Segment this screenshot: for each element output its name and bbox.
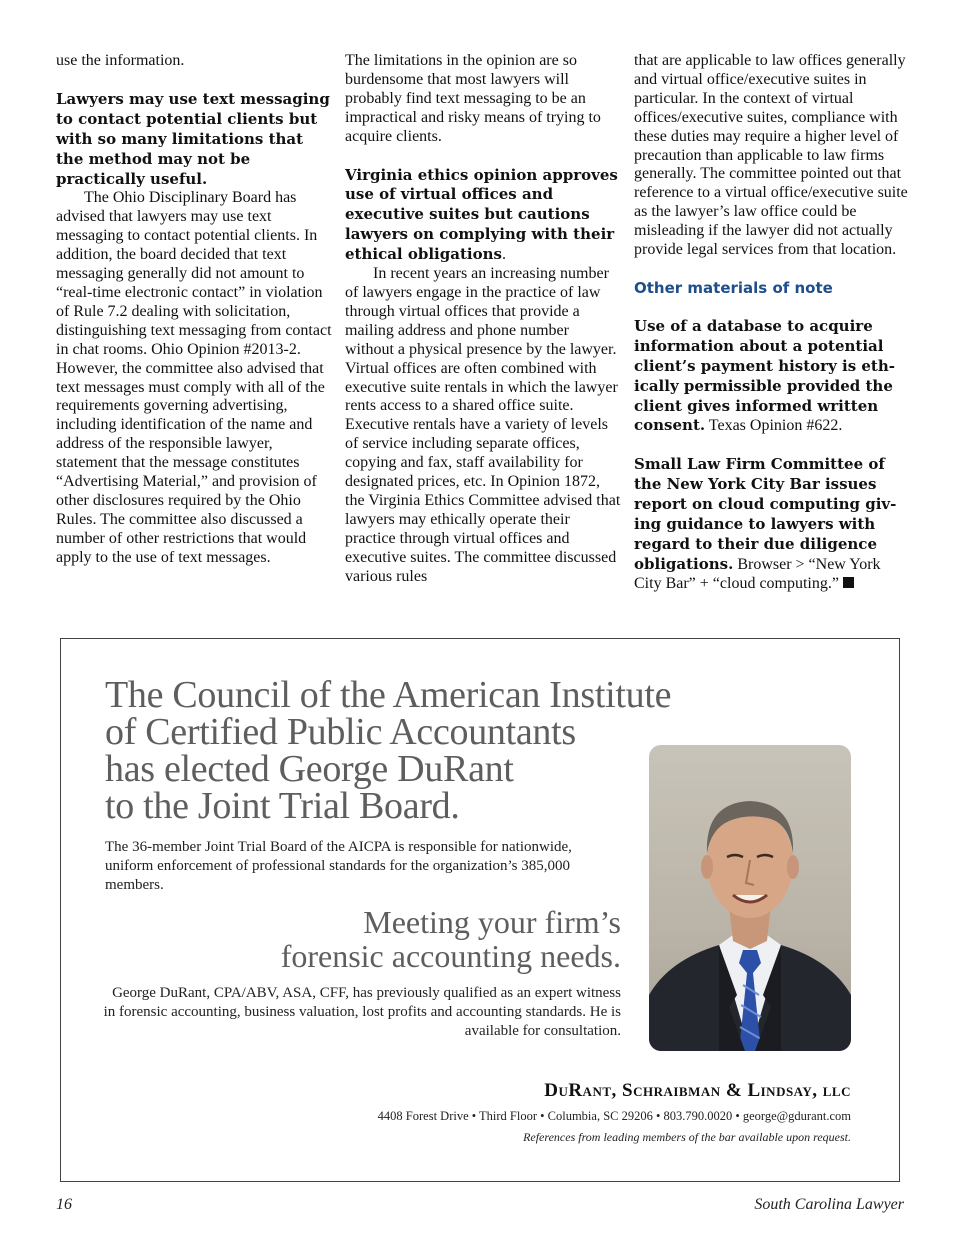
portrait-photo (649, 745, 851, 1051)
section-heading-text-messaging: Lawyers may use text messaging to contact potential clients but with so many limitations that the method may not be practically useful. (56, 89, 330, 188)
paragraph-virtual-duties: that are applicable to law offices generally and virtual office/executive suites in particular. In the context of virtual offices/executive suites, compliance with these duties may require a higher level of precaution than applicable to law firms generally. The committee pointed out that reference to a virtual office/executive suite as the lawyer’s law office could be misleading if the lawyer did not actually provide legal services from that location. (634, 52, 908, 259)
ad-tagline: Meeting your firm’s forensic accounting needs. (280, 904, 621, 974)
firm-address: 4408 Forest Drive • Third Floor • Columbia, SC 29206 • 803.790.0020 • george@gdurant.com (377, 1109, 851, 1123)
ad-headline-line: has elected George DuRant (105, 748, 514, 790)
references-note: References from leading members of the bar available upon request. (523, 1130, 851, 1144)
portrait-illustration (649, 745, 851, 1051)
article-column-3 (634, 52, 910, 594)
end-mark-icon (843, 577, 854, 588)
ad-intro-text: The 36-member Joint Trial Board of the AICPA is responsible for nationwide, uniform enforcement of professional standards for the organization’s 385,000 members. (105, 839, 572, 893)
article-column-2 (345, 52, 621, 586)
ad-headline-line: to the Joint Trial Board. (105, 785, 460, 827)
page-number: 16 (56, 1196, 72, 1213)
item-database-opinion: Use of a database to acquire information about a potential client’s payment history is ethically permissible provided the client gives informed written consent. Texas Opinion #622. (634, 316, 895, 435)
section-heading-virtual-offices: Virginia ethics opinion approves use of virtual offices and executive suites but cautions lawyers on complying with their ethical obligations. (345, 165, 618, 264)
firm-name: DuRant, Schraibman & Lindsay, llc (544, 1080, 851, 1101)
paragraph-virginia-opinion: In recent years an increasing number of lawyers engage in the practice of law through virtual offices that provide a mailing address and phone number without a physical presence by the lawyer. Virtual offices are often combined with executive suite rentals in which the lawyer rents access to a shared office suite. Executive rentals have a variety of levels of service including separate offices, copying and fax, staff availability for designated prices, etc. In Opinion 1872, the Virginia Ethics Committee advised that lawyers may ethically operate their practice through virtual offices and executive suites. The committee discussed various rules (345, 265, 621, 585)
paragraph-limitations: The limitations in the opinion are so burdensome that most lawyers will probably find text messaging to be an impractical and risky means of trying to acquire clients. (345, 52, 601, 145)
publication-name: South Carolina Lawyer (754, 1196, 904, 1213)
ad-headline-line: of Certified Public Accountants (105, 711, 576, 753)
paragraph-lead: use the information. (56, 52, 185, 69)
subhead-other-materials: Other materials of note (634, 278, 833, 297)
advertisement-box (60, 638, 900, 1182)
paragraph-ohio-opinion: The Ohio Disciplinary Board has advised that lawyers may use text messaging to contact potential clients. In addition, the board decided that text messaging generally did not amount to “real-time electronic contact” in violation of Rule 7.2 dealing with solicitation, distinguishing text messaging from contact in chat rooms. Ohio Opinion #2013-2. However, the committee also advised that text messages must comply with all of the requirements governing advertising, including identification of the name and address of the responsible lawyer, statement that the message constitutes “Advertising Material,” and provision of other disclosures required by the Ohio Rules. The committee also discussed a number of other restrictions that would apply to the use of text messages. (56, 189, 332, 566)
ad-bio-text: George DuRant, CPA/ABV, ASA, CFF, has previously qualified as an expert witness in forensic accounting, business valuation, lost profits and accounting standards. He is available for consultation. (103, 985, 621, 1039)
ad-headline-line: The Council of the American Institute (105, 674, 672, 716)
item-cloud-computing: Small Law Firm Committee of the New York City Bar issues report on cloud computing giving guidance to lawyers with regard to their due diligence obligations. Browser > “New York City Bar” + “cloud computing.” (634, 455, 897, 592)
article-column-1 (56, 52, 332, 568)
